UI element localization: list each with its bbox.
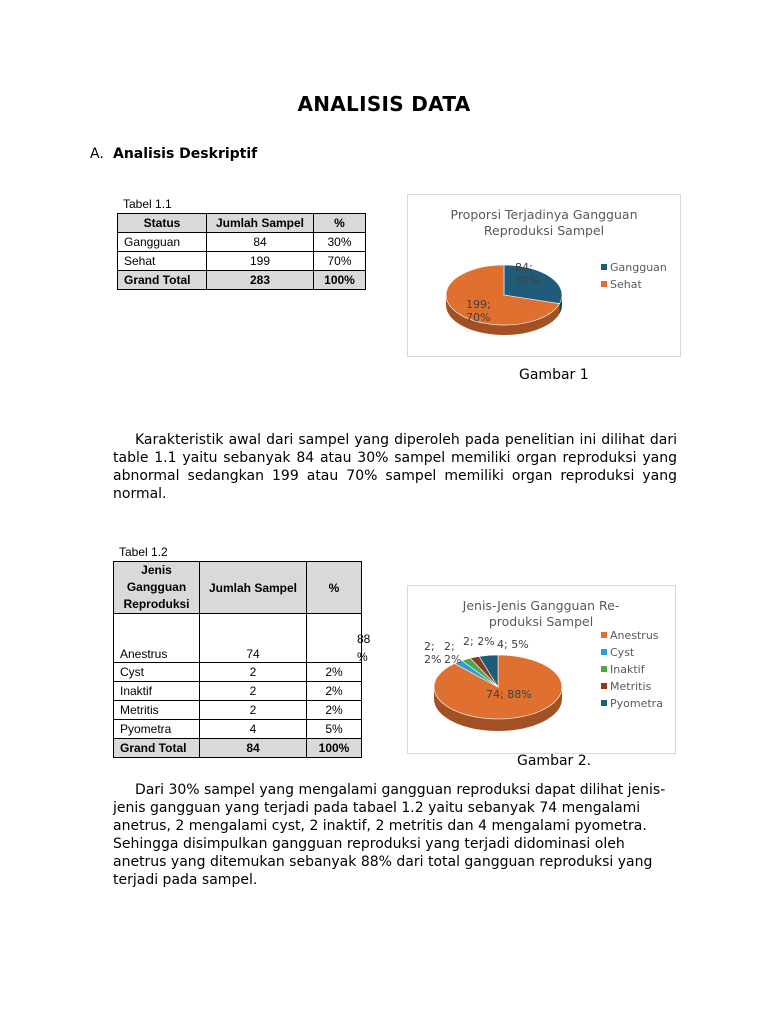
data-label-anestrus: 74; 88%	[486, 688, 532, 701]
table-row	[114, 682, 362, 701]
table1-cell: Sehat	[118, 252, 207, 271]
legend-label-metritis: Metritis	[610, 680, 652, 693]
page-title: ANALISIS DATA	[297, 92, 471, 116]
table2-cell: Anestrus	[114, 614, 200, 663]
table2-cell: 2	[200, 663, 307, 682]
table1-cell: 70%	[314, 252, 366, 271]
legend-label-sehat: Sehat	[610, 278, 642, 291]
table1-header-row	[118, 214, 366, 233]
table1-cell: 30%	[314, 233, 366, 252]
data-label-gangguan: 84;	[515, 261, 533, 274]
table2-cell: 2%	[307, 682, 362, 701]
table1-caption: Tabel 1.1	[123, 197, 172, 211]
table1-total-value: 283	[207, 271, 314, 290]
legend-swatch-pyometra	[601, 700, 607, 706]
section-label: A.	[90, 146, 104, 162]
table2-cell: Metritis	[114, 701, 200, 720]
data-label-sehat: 70%	[466, 311, 491, 324]
table-row	[118, 252, 366, 271]
table1-cell: Gangguan	[118, 233, 207, 252]
table2-cell: Inaktif	[114, 682, 200, 701]
legend-label-inaktif: Inaktif	[610, 663, 645, 676]
data-label-sehat: 199;	[466, 298, 491, 311]
table1	[117, 213, 366, 290]
section-heading	[90, 146, 257, 162]
legend-swatch-metritis	[601, 683, 607, 689]
chart2-caption: Gambar 2.	[517, 753, 592, 769]
data-label-cyst: 2;	[424, 640, 435, 653]
table2-header-jenis: Jenis Gangguan Reproduksi	[114, 562, 200, 614]
table2-cell: Cyst	[114, 663, 200, 682]
data-label-inaktif: 2%	[444, 653, 462, 666]
section-title: Analisis Deskriptif	[113, 146, 258, 162]
chart1-caption: Gambar 1	[519, 367, 589, 383]
legend-label-anestrus: Anestrus	[610, 629, 659, 642]
data-label-gangguan: 30%	[515, 274, 540, 287]
table-row	[114, 614, 362, 663]
table1-header-status: Status	[118, 214, 207, 233]
chart1-box	[407, 194, 681, 357]
legend-label-gangguan: Gangguan	[610, 261, 667, 274]
table-row	[118, 233, 366, 252]
table1-total-percent: 100%	[314, 271, 366, 290]
legend-swatch-sehat	[601, 281, 607, 287]
chart1-svg	[408, 195, 680, 356]
table2-cell: 2%	[307, 663, 362, 682]
table1-cell: 199	[207, 252, 314, 271]
table1-cell: 84	[207, 233, 314, 252]
table2-cell: 2	[200, 701, 307, 720]
table2-header-jumlah: Jumlah Sampel	[200, 562, 307, 614]
table2-header-row	[114, 562, 362, 614]
table2-caption: Tabel 1.2	[119, 545, 168, 559]
chart-title-line: Jenis-Jenis Gangguan Re-	[462, 598, 620, 613]
paragraph-1: Karakteristik awal dari sampel yang diperoleh pada penelitian ini dilihat dari table 1.1 yaitu sebanyak 84 atau 30% sampel memiliki organ reproduksi yang abnormal sedangkan 199 atau 70% sampel memiliki organ reproduksi yang normal.	[113, 432, 677, 502]
table2-cell: 5%	[307, 720, 362, 739]
table2-total-value: 84	[200, 739, 307, 758]
table1-header-jumlah: Jumlah Sampel	[207, 214, 314, 233]
chart2-svg	[408, 586, 675, 753]
table2-total-percent: 100%	[307, 739, 362, 758]
table2-cell-anestrus-percent: 88 %	[357, 632, 371, 664]
chart-title-line: Proporsi Terjadinya Gangguan	[450, 207, 638, 222]
table2-cell: Pyometra	[114, 720, 200, 739]
table-row	[114, 720, 362, 739]
table1-total-row	[118, 271, 366, 290]
table1-header-percent: %	[314, 214, 366, 233]
table2-cell: 74	[200, 614, 307, 663]
table2-header-percent: %	[307, 562, 362, 614]
chart-title-line: Reproduksi Sampel	[483, 223, 605, 238]
table1-total-label: Grand Total	[118, 271, 207, 290]
table2	[113, 561, 371, 758]
table2-cell-overflow	[307, 614, 371, 664]
chart-title-line: produksi Sampel	[488, 614, 594, 629]
data-label-metritis: 2; 2%	[463, 635, 495, 648]
table-row	[114, 701, 362, 720]
paragraph-2: Dari 30% sampel yang mengalami gangguan reproduksi dapat dilihat jenis-jenis gangguan yang terjadi pada tabael 1.2 yaitu sebanyak 74 mengalami anetrus, 2 mengalami cyst, 2 inaktif, 2 metritis dan 4 mengalami pyometra. Sehingga disimpulkan gangguan reproduksi yang terjadi didominasi oleh anetrus yang ditemukan sebanyak 88% dari total gangguan reproduksi yang terjadi pada sampel.	[113, 782, 666, 888]
table2-cell: 4	[200, 720, 307, 739]
data-label-cyst: 2%	[424, 653, 442, 666]
legend-label-cyst: Cyst	[610, 646, 635, 659]
data-label-inaktif: 2;	[444, 640, 455, 653]
table2-cell: 2%	[307, 701, 362, 720]
table2-cell: 2	[200, 682, 307, 701]
legend-swatch-anestrus	[601, 632, 607, 638]
data-label-pyometra: 4; 5%	[497, 638, 529, 651]
legend-swatch-gangguan	[601, 264, 607, 270]
chart2-box	[407, 585, 676, 754]
table2-total-row	[114, 739, 362, 758]
table2-total-label: Grand Total	[114, 739, 200, 758]
legend-swatch-inaktif	[601, 666, 607, 672]
legend-swatch-cyst	[601, 649, 607, 655]
legend-label-pyometra: Pyometra	[610, 697, 663, 710]
table-row	[114, 663, 362, 682]
